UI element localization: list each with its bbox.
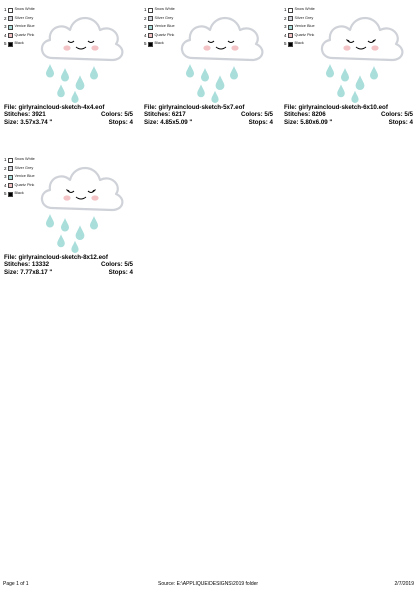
color-name: Snow White [14,157,35,162]
color-name: Black [154,41,164,46]
file-name: girlyraincloud-sketch-6x10.eof [298,104,388,111]
color-name: Snow White [294,7,315,12]
size-label: Size: [4,118,19,126]
raindrop-icon [90,66,98,80]
file-label: File: [144,104,157,111]
colors-value: 5/5 [404,111,413,119]
file-row [4,254,133,261]
color-swatch [8,158,13,163]
file-name: girlyraincloud-sketch-8x12.eof [18,254,108,261]
design-info [4,104,133,126]
raindrop-icon [57,234,65,247]
size-row [144,119,273,126]
size-value: 4.85x5.09 " [160,118,193,126]
stops-label: Stops: [248,118,268,126]
color-number: 2 [4,165,7,171]
stitches-value: 3921 [31,111,46,119]
right-cheek-icon [371,45,378,50]
file-label: File: [4,104,17,111]
stitches-label: Stitches: [144,111,171,119]
color-name: Silver Grey [14,15,34,20]
color-number: 1 [284,7,287,12]
color-swatch [288,16,293,21]
color-swatch [288,42,293,47]
colors-label: Colors: [101,111,123,119]
cloud-artwork [30,0,130,104]
colors-label: Colors: [101,261,123,269]
raindrop-icon [197,84,205,97]
color-swatch [148,8,153,13]
color-number: 5 [4,41,7,46]
color-swatch [148,42,153,47]
colors-label: Colors: [241,111,263,119]
stitches-value: 8206 [311,111,326,119]
cloud-body-icon [182,18,262,60]
color-swatch [8,25,13,30]
cloud-artwork [30,150,130,254]
color-swatch [8,42,13,47]
raindrop-icon [76,75,85,90]
stitches-value: 13332 [31,261,50,269]
color-number: 5 [284,41,287,46]
raindrop-icon [351,91,358,103]
color-number: 5 [4,191,7,196]
stops-value: 4 [129,118,133,126]
right-cheek-icon [91,45,98,50]
color-name: Silver Grey [14,165,34,170]
page-number: Page 1 of 1 [3,581,29,587]
color-name: Quartz Pink [294,32,315,37]
stitches-row [4,261,133,268]
file-name: girlyraincloud-sketch-4x4.eof [18,104,105,111]
color-swatch [8,16,13,21]
raindrop-icon [230,66,238,80]
stitches-row [284,111,413,118]
color-number: 2 [4,15,7,21]
stops-label: Stops: [108,268,128,276]
size-label: Size: [4,268,19,276]
color-swatch [8,192,13,197]
raindrop-icon [76,225,85,240]
raindrop-icon [46,64,54,78]
stitches-label: Stitches: [284,111,311,119]
color-swatch [8,183,13,188]
color-number: 4 [4,182,7,188]
file-label: File: [4,254,17,261]
file-row [144,104,273,111]
size-value: 5.80x6.09 " [300,118,333,126]
color-number: 2 [144,15,147,21]
size-label: Size: [284,118,299,126]
raindrop-icon [356,75,365,90]
color-name: Quartz Pink [14,182,35,187]
right-cheek-icon [91,195,98,200]
raindrop-icon [341,68,349,82]
color-name: Snow White [14,7,35,12]
color-name: Snow White [154,7,175,12]
right-cheek-icon [231,45,238,50]
raindrop-icon [211,91,218,103]
cloud-artwork [310,0,410,104]
raindrop-icon [57,84,65,97]
size-value: 7.77x8.17 " [20,268,53,276]
raindrop-icon [370,66,378,80]
size-value: 3.57x3.74 " [20,118,53,126]
left-cheek-icon [63,195,70,200]
color-number: 1 [4,157,7,162]
color-number: 4 [4,32,7,38]
colors-value: 5/5 [264,111,273,119]
source-path: Source: E:\APPLIQUE\DESIGNS\2019 folder [158,581,259,587]
stitches-row [4,111,133,118]
color-number: 1 [144,7,147,12]
color-name: Black [14,41,24,46]
colors-label: Colors: [381,111,403,119]
design-block [280,0,413,140]
design-block [0,150,133,290]
left-cheek-icon [203,45,210,50]
raindrop-icon [201,68,209,82]
size-row [4,119,133,126]
design-info [284,104,413,126]
raindrop-icon [216,75,225,90]
raindrop-icon [337,84,345,97]
color-name: Venice Blue [14,24,35,29]
color-name: Black [14,191,24,196]
design-block [0,0,133,140]
stops-label: Stops: [108,118,128,126]
stops-value: 4 [409,118,413,126]
raindrop-icon [326,64,334,78]
design-info [4,254,133,276]
stitches-label: Stitches: [4,261,31,269]
size-label: Size: [144,118,159,126]
stitches-label: Stitches: [4,111,31,119]
color-swatch [148,16,153,21]
stops-label: Stops: [388,118,408,126]
color-swatch [8,33,13,38]
raindrop-icon [61,68,69,82]
color-number: 1 [4,7,7,12]
file-label: File: [284,104,297,111]
raindrop-icon [46,214,54,228]
color-name: Venice Blue [14,174,35,179]
file-row [284,104,413,111]
left-cheek-icon [343,45,350,50]
color-name: Quartz Pink [154,32,175,37]
color-name: Black [294,41,304,46]
size-row [4,269,133,276]
stitches-value: 6217 [171,111,186,119]
colors-value: 5/5 [124,261,133,269]
color-swatch [8,175,13,180]
color-swatch [288,25,293,30]
color-swatch [148,25,153,30]
color-name: Venice Blue [294,24,315,29]
colors-value: 5/5 [124,111,133,119]
color-number: 4 [144,32,147,38]
design-block [140,0,273,140]
color-number: 3 [4,24,7,29]
color-number: 3 [4,174,7,179]
color-number: 5 [144,41,147,46]
color-swatch [8,166,13,171]
color-number: 2 [284,15,287,21]
stops-value: 4 [269,118,273,126]
design-info [144,104,273,126]
cloud-body-icon [322,18,402,60]
raindrop-icon [71,241,78,253]
color-name: Silver Grey [154,15,174,20]
color-swatch [288,8,293,13]
color-number: 3 [144,24,147,29]
color-swatch [8,8,13,13]
color-swatch [148,33,153,38]
color-name: Quartz Pink [14,32,35,37]
cloud-body-icon [42,18,122,60]
raindrop-icon [186,64,194,78]
stitches-row [144,111,273,118]
color-name: Venice Blue [154,24,175,29]
color-number: 4 [284,32,287,38]
color-swatch [288,33,293,38]
file-name: girlyraincloud-sketch-5x7.eof [158,104,245,111]
color-number: 3 [284,24,287,29]
cloud-artwork [170,0,270,104]
raindrop-icon [90,216,98,230]
print-date: 2/7/2019 [394,581,414,587]
stops-value: 4 [129,268,133,276]
color-name: Silver Grey [294,15,314,20]
size-row [284,119,413,126]
left-cheek-icon [63,45,70,50]
cloud-body-icon [42,168,122,210]
file-row [4,104,133,111]
raindrop-icon [71,91,78,103]
raindrop-icon [61,218,69,232]
